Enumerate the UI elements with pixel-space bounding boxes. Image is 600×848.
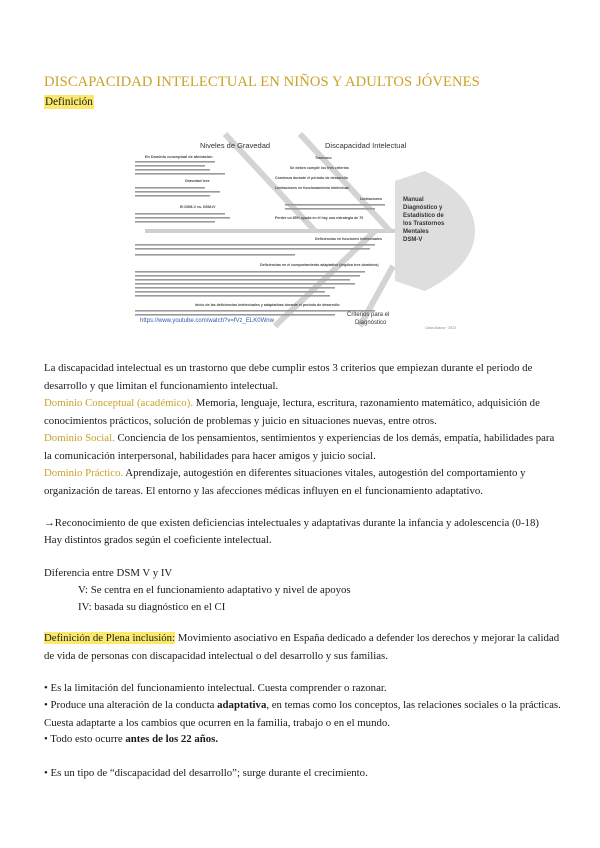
paragraph-dominio-practico	[44, 465, 564, 500]
bullet-3	[44, 731, 564, 749]
label-trastorno: Trastorno	[315, 156, 332, 160]
bullet-4: • Es un tipo de “discapacidad del desarrollo”; surge durante el crecimiento.	[44, 767, 368, 779]
section-subtitle: Definición	[45, 96, 93, 108]
dsm-iv-line: IV: basada su diagnóstico en el CI	[78, 601, 226, 613]
page-title: DISCAPACIDAD INTELECTUAL EN NIÑOS Y ADULTOS JÓVENES	[44, 74, 480, 90]
label-comienza: Comienza durante el periodo de desarrollo	[275, 176, 348, 180]
plena-label: Definición de Plena inclusión:	[44, 632, 176, 644]
label-conceptual: En Dominio conceptual de afectación	[145, 155, 213, 159]
bullet-2-bold: adaptativa	[217, 699, 267, 711]
left-heading: Niveles de Gravedad	[200, 141, 271, 150]
bullet-3-pre: • Todo esto ocurre	[44, 733, 126, 745]
right-heading: Discapacidad Intelectual	[325, 141, 407, 150]
label-criterios-bottom: Criterios para el Diagnóstico	[347, 312, 390, 326]
bullet-1: • Es la limitación del funcionamiento intelectual. Cuesta comprender o razonar.	[44, 682, 387, 694]
bullet-3-bold: antes de los 22 años.	[125, 733, 219, 745]
dominio-practico-label: Dominio Práctico.	[44, 467, 124, 479]
dominio-practico-text: Aprendizaje, autogestión en diferentes situaciones vitales, autogestión del comportamiento y organización de tareas. El entorno y las afecciones médicas influyen en el funcionamiento adaptativo.	[44, 467, 526, 497]
label-deficiencias: Deficiencias en funciones intelectuales	[315, 237, 382, 241]
grados-line: Hay distintos grados según el coeficiente intelectual.	[44, 534, 272, 546]
label-dsm: El DSM-V vs. DSM-IV	[180, 205, 216, 209]
dsm-v-line: V: Se centra en el funcionamiento adaptativo y nivel de apoyos	[78, 584, 351, 596]
dominio-conceptual-text: Memoria, lenguaje, lectura, escritura, razonamiento matemático, adquisición de conocimientos prácticos, solución de problemas y juicio en situaciones nuevas, entre otros.	[44, 397, 540, 427]
dominio-social-label: Dominio Social.	[44, 432, 115, 444]
label-limitaciones: Limitaciones en funcionamiento intelectual	[275, 186, 349, 190]
bullet-2-pre: • Produce una alteración de la conducta	[44, 699, 218, 711]
label-criterios: Se deben cumplir los tres criterios	[290, 166, 349, 170]
dominio-conceptual-label: Dominio Conceptual (académico).	[44, 397, 194, 409]
label-limitaciones-2: Limitaciones	[360, 197, 382, 201]
dominio-social-text: Conciencia de los pensamientos, sentimientos y experiencias de los demás, empatía, habilidades para la comunicación interpersonal, habilidades para hacer amigos y juicio social.	[44, 432, 555, 462]
paragraph-plena-inclusion	[44, 630, 564, 665]
arrow-line: →Reconocimiento de que existen deficiencias intelectuales y adaptativas durante la infancia y adolescencia (0-18)	[44, 517, 539, 529]
bullet-2-post: , en temas como los conceptos, las relaciones sociales o la prácticas. Cuesta adaptarte a los cambios que ocurren en la familia, trabajo o en el mundo.	[44, 699, 561, 729]
paragraph-intro: La discapacidad intelectual es un trastorno que debe cumplir estos 3 criterios que empiezan durante el periodo de desarrollo y que limitan el funcionamiento intelectual.	[44, 362, 533, 392]
label-manual: Manual Diagnóstico y Estadístico de los Trastornos Mentales DSM-V	[403, 197, 445, 243]
label-perder: Perder un 85% ayuda en él hay una estrategia de 70	[275, 216, 364, 220]
bullet-2	[44, 697, 564, 732]
video-link: https://www.youtube.com/watch?v=fVz_ELK0Wnw	[140, 318, 274, 324]
label-gravedad-leve: Gravedad leve	[185, 179, 210, 183]
label-deficiencias-adapt: Deficiencias en el comportamiento adaptativo (implica tres dominios)	[260, 263, 379, 267]
paragraph-dominio-social	[44, 430, 564, 465]
diferencia-heading: Diferencia entre DSM V y IV	[44, 567, 173, 579]
figure-credit: Carla Abarca · 2022	[425, 326, 457, 330]
fishbone-diagram	[125, 126, 475, 336]
paragraph-dominio-conceptual	[44, 395, 564, 430]
plena-text: Movimiento asociativo en España dedicado a defender los derechos y mejorar la calidad de vida de personas con discapacidad intelectual o del desarrollo y sus familias.	[44, 632, 560, 662]
label-inicio: Inicio de las deficiencias intelectuales y adaptativas durante el periodo de desarrollo	[195, 303, 340, 307]
